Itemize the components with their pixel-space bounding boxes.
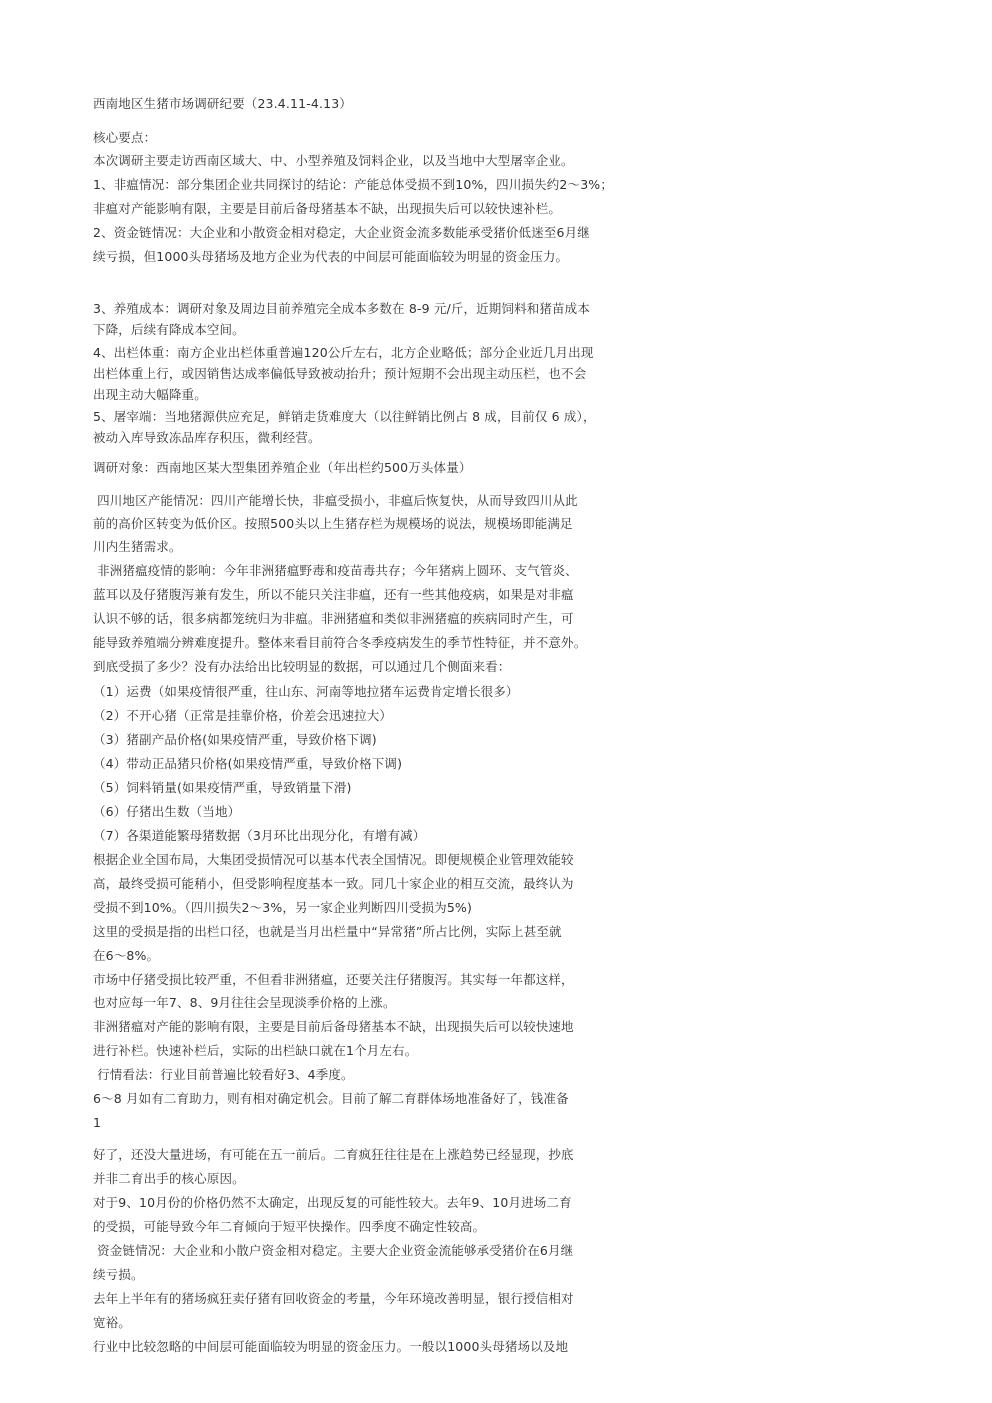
body-line: 也对应每一年7、8、9月往往会呈现淡季价格的上涨。 [93, 995, 396, 1010]
body-line: 出栏体重上行，或因销售达成率偏低导致被动抬升；预计短期不会出现主动压栏，也不会 [93, 366, 587, 381]
body-line: 1 [93, 1115, 102, 1130]
body-line: 行情看法：行业目前普遍比较看好3、4季度。 [93, 1067, 354, 1082]
body-line: 能导致养殖端分辨难度提升。整体来看目前符合冬季疫病发生的季节性特征，并不意外。 [93, 635, 587, 650]
body-line: 宽裕。 [93, 1315, 131, 1330]
body-line: 续亏损，但1000头母猪场及地方企业为代表的中间层可能面临较为明显的资金压力。 [93, 249, 569, 264]
body-line: 2、资金链情况：大企业和小散资金相对稳定，大企业资金流多数能承受猪价低迷至6月继 [93, 225, 590, 240]
body-line: 下降，后续有降成本空间。 [93, 322, 245, 337]
body-line: 非洲猪瘟疫情的影响：今年非洲猪瘟野毒和疫苗毒共存；今年猪病上圆环、支气管炎、 [93, 563, 578, 578]
document-title: 西南地区生猪市场调研纪要（23.4.11-4.13） [93, 96, 352, 111]
body-line: 认识不够的话，很多病都笼统归为非瘟。非洲猪瘟和类似非洲猪瘟的疾病同时产生，可 [93, 611, 574, 626]
body-line: 川内生猪需求。 [93, 539, 182, 554]
body-line: （4）带动正品猪只价格(如果疫情严重，导致价格下调) [93, 756, 403, 771]
body-line: 蓝耳以及仔猪腹泻兼有发生，所以不能只关注非瘟，还有一些其他疫病，如果是对非瘟 [93, 587, 574, 602]
body-line: （6）仔猪出生数（当地） [93, 804, 241, 819]
body-line: 并非二育出手的核心原因。 [93, 1171, 245, 1186]
body-line: 在6～8%。 [93, 948, 160, 963]
body-line: 进行补栏。快速补栏后，实际的出栏缺口就在1个月左右。 [93, 1043, 418, 1058]
body-line: （5）饲料销量(如果疫情严重，导致销量下滑) [93, 780, 352, 795]
body-line: 到底受损了多少？没有办法给出比较明显的数据，可以通过几个侧面来看： [93, 659, 511, 674]
body-line: （3）猪副产品价格(如果疫情严重，导致价格下调) [93, 732, 377, 747]
body-line: 调研对象：西南地区某大型集团养殖企业（年出栏约500万头体量） [93, 460, 472, 475]
body-line: 3、养殖成本：调研对象及周边目前养殖完全成本多数在 8-9 元/斤，近期饲料和猪苗成本 [93, 301, 590, 316]
body-line: （7）各渠道能繁母猪数据（3月环比出现分化，有增有减） [93, 828, 426, 843]
body-line: 本次调研主要走访西南区域大、中、小型养殖及饲料企业，以及当地中大型屠宰企业。 [93, 153, 574, 168]
body-line: 市场中仔猪受损比较严重，不但看非洲猪瘟，还要关注仔猪腹泻。其实每一年都这样， [93, 972, 574, 987]
body-line: 好了，还没大量进场，有可能在五一前后。二育疯狂往往是在上涨趋势已经显现，抄底 [93, 1147, 574, 1162]
body-line: 四川地区产能情况：四川产能增长快，非瘟受损小，非瘟后恢复快，从而导致四川从此 [93, 493, 578, 508]
body-line: 4、出栏体重：南方企业出栏体重普遍120公斤左右，北方企业略低；部分企业近几月出现 [93, 345, 594, 360]
body-line: 这里的受损是指的出栏口径，也就是当月出栏量中“异常猪”所占比例，实际上甚至就 [93, 924, 562, 939]
body-line: 高，最终受损可能稍小，但受影响程度基本一致。同几十家企业的相互交流，最终认为 [93, 876, 574, 891]
body-line: 的受损，可能导致今年二育倾向于短平快操作。四季度不确定性较高。 [93, 1219, 486, 1234]
body-line: 5、屠宰端：当地猪源供应充足，鲜销走货难度大（以往鲜销比例占 8 成，目前仅 6 成）， [93, 409, 596, 424]
body-line: 被动入库导致冻品库存积压，微利经营。 [93, 430, 321, 445]
body-line: （1）运费（如果疫情很严重，往山东、河南等地拉猪车运费肯定增长很多） [93, 684, 519, 699]
body-line: 6～8 月如有二育助力，则有相对确定机会。目前了解二育群体场地准备好了，钱准备 [93, 1091, 569, 1106]
body-line: 非瘟对产能影响有限，主要是目前后备母猪基本不缺，出现损失后可以较快速补栏。 [93, 201, 562, 216]
body-line: （2）不开心猪（正常是挂靠价格，价差会迅速拉大） [93, 708, 393, 723]
body-line: 续亏损。 [93, 1267, 144, 1282]
body-line: 资金链情况：大企业和小散户资金相对稳定。主要大企业资金流能够承受猪价在6月继 [93, 1243, 574, 1258]
body-line: 出现主动大幅降重。 [93, 387, 207, 402]
body-line: 1、非瘟情况：部分集团企业共同探讨的结论：产能总体受损不到10%，四川损失约2～3%； [93, 177, 613, 192]
body-line: 前的高价区转变为低价区。按照500头以上生猪存栏为规模场的说法，规模场即能满足 [93, 516, 573, 531]
body-line: 核心要点： [93, 130, 157, 145]
body-line: 根据企业全国布局，大集团受损情况可以基本代表全国情况。即便规模企业管理效能较 [93, 852, 574, 867]
body-line: 去年上半年有的猪场疯狂卖仔猪有回收资金的考量，今年环境改善明显，银行授信相对 [93, 1291, 574, 1306]
body-line: 非洲猪瘟对产能的影响有限，主要是目前后备母猪基本不缺，出现损失后可以较快速地 [93, 1019, 574, 1034]
body-line: 对于9、10月份的价格仍然不太确定，出现反复的可能性较大。去年9、10月进场二育 [93, 1195, 572, 1210]
body-line: 行业中比较忽略的中间层可能面临较为明显的资金压力。一般以1000头母猪场以及地 [93, 1339, 569, 1354]
body-line: 受损不到10%。（四川损失2～3%，另一家企业判断四川受损为5%) [93, 900, 472, 915]
